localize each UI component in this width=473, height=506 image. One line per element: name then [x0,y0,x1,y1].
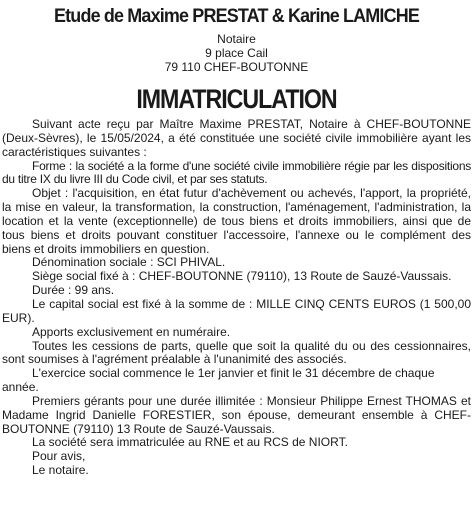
firm-name: Etude de Maxime PRESTAT & Karine LAMICHE [54,5,419,27]
paragraph-transfers: Toutes les cessions de parts, quelle que soit la qualité du ou des cessionnaires, sont soumises à l'agrément préalable à l'unanimité des associés. [2,338,471,367]
paragraph-closing: Pour avis, [32,449,86,464]
paragraph-contributions: Apports exclusivement en numéraire. [32,324,231,339]
firm-city: 79 110 CHEF-BOUTONNE [164,60,309,74]
firm-address [2,32,471,74]
paragraph-name: Dénomination sociale : SCI PHIVAL. [32,255,226,270]
paragraph-intro: Suivant acte reçu par Maître Maxime PRESTAT, Notaire à CHEF-BOUTONNE (Deux-Sèvres), le 15/05/2024, a été constituée une société civile immobilière ayant les caractéristiques suivantes : [2,117,471,159]
paragraph-signature: Le notaire. [32,463,89,478]
paragraph-form: Forme : la société a la forme d'une société civile immobilière régie par les dispositions du titre IX du livre III du Code civil, et par ses statuts. [2,158,471,187]
paragraph-object: Objet : l'acquisition, en état futur d'achèvement ou achevés, l'apport, la propriété, la mise en valeur, la transformation, la construction, l'aménagement, l'administration, la location et la vente (exceptionnelle) de tous biens et droits immobiliers, ainsi que de tous biens et droits pouvant constituer l'accessoire, l'annexe ou le complément des biens et droits immobiliers en question. [2,186,471,256]
firm-role: Notaire [217,32,256,46]
paragraph-seat: Siège social fixé à : CHEF-BOUTONNE (79110), 13 Route de Sauzé-Vaussais. [32,269,452,284]
paragraph-capital: Le capital social est fixé à la somme de : MILLE CINQ CENTS EUROS (1 500,00 EUR). [2,296,471,325]
notice-body [2,118,471,478]
legal-notice [0,4,473,506]
paragraph-fiscal-year: L'exercice social commence le 1er janvier et finit le 31 décembre de chaque année. [2,366,435,395]
paragraph-duration: Durée : 99 ans. [32,283,115,298]
paragraph-managers: Premiers gérants pour une durée illimitée : Monsieur Philippe Ernest THOMAS et Madame Ingrid Danielle FORESTIER, son épouse, demeurant ensemble à CHEF-BOUTONNE (79110) 13 Route de Sauzé-Vaussais. [2,393,471,436]
notice-title: IMMATRICULATION [136,84,337,114]
paragraph-registration: La société sera immatriculée au RNE et au RCS de NIORT. [32,435,348,450]
firm-street: 9 place Cail [205,46,268,60]
